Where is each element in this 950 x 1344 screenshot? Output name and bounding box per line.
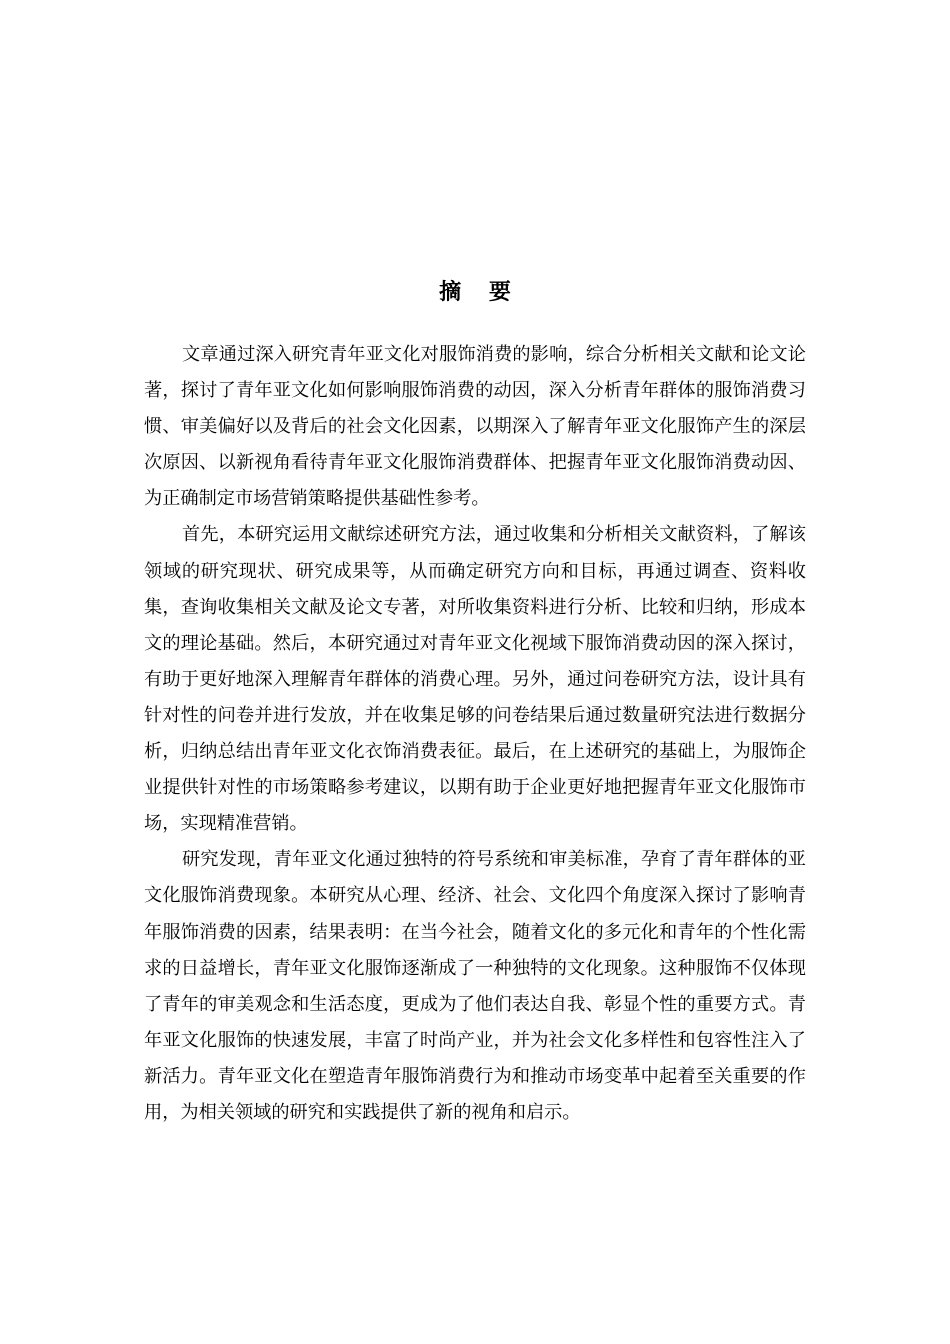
abstract-paragraph-2: 首先，本研究运用文献综述研究方法，通过收集和分析相关文献资料，了解该领域的研究现状、研究成果等，从而确定研究方向和目标，再通过调查、资料收集，查询收集相关文献及论文专著，对所收集资料进行分析、比较和归纳，形成本文的理论基础。然后，本研究通过对青年亚文化视域下服饰消费动因的深入探讨，有助于更好地深入理解青年群体的消费心理。另外，通过问卷研究方法，设计具有针对性的问卷并进行发放，并在收集足够的问卷结果后通过数量研究法进行数据分析，归纳总结出青年亚文化衣饰消费表征。最后，在上述研究的基础上，为服饰企业提供针对性的市场策略参考建议，以期有助于企业更好地把握青年亚文化服饰市场，实现精准营销。 [144, 524, 806, 835]
abstract-body [144, 337, 806, 1131]
abstract-paragraph-1: 文章通过深入研究青年亚文化对服饰消费的影响，综合分析相关文献和论文论著，探讨了青年亚文化如何影响服饰消费的动因，深入分析青年群体的服饰消费习惯、审美偏好以及背后的社会文化因素，以期深入了解青年亚文化服饰产生的深层次原因、以新视角看待青年亚文化服饰消费群体、把握青年亚文化服饰消费动因、为正确制定市场营销策略提供基础性参考。 [144, 344, 806, 510]
abstract-title: 摘 要 [439, 280, 521, 305]
abstract-paragraph-3: 研究发现，青年亚文化通过独特的符号系统和审美标准，孕育了青年群体的亚文化服饰消费现象。本研究从心理、经济、社会、文化四个角度深入探讨了影响青年服饰消费的因素，结果表明：在当今社会，随着文化的多元化和青年的个性化需求的日益增长，青年亚文化服饰逐渐成了一种独特的文化现象。这种服饰不仅体现了青年的审美观念和生活态度，更成为了他们表达自我、彰显个性的重要方式。青年亚文化服饰的快速发展，丰富了时尚产业，并为社会文化多样性和包容性注入了新活力。青年亚文化在塑造青年服饰消费行为和推动市场变革中起着至关重要的作用，为相关领域的研究和实践提供了新的视角和启示。 [144, 849, 806, 1123]
